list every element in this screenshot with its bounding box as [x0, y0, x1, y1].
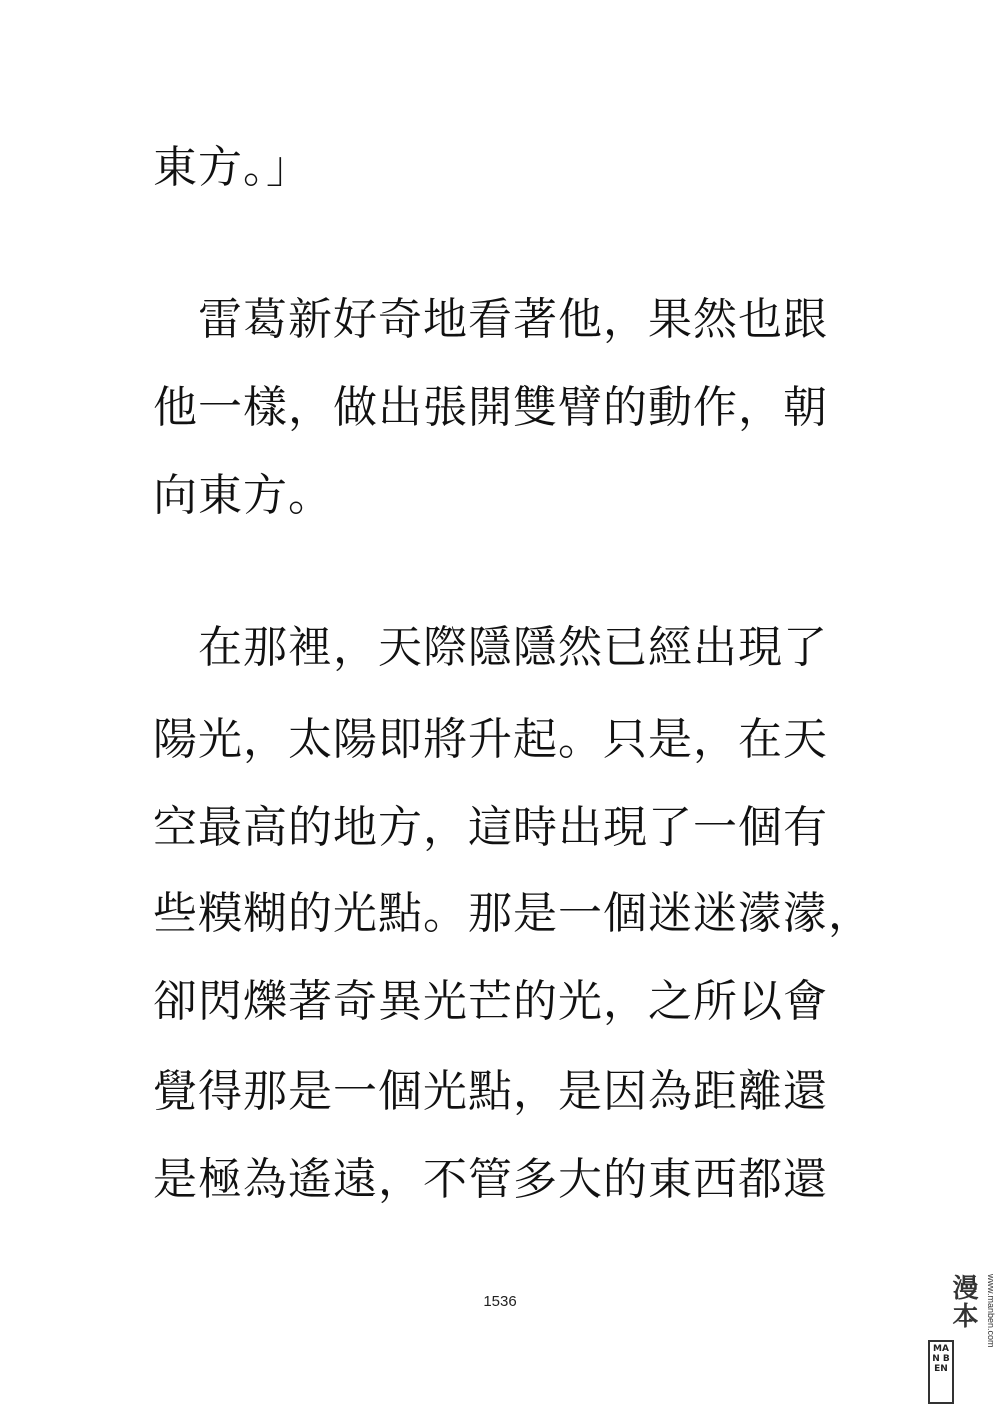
watermark-logo-text: 漫本	[948, 1274, 978, 1330]
text-line: 卻閃爍著奇異光芒的光，之所以會	[153, 976, 828, 1027]
text-line: 些糢糊的光點。那是一個迷迷濛濛，	[153, 888, 873, 939]
watermark-box	[928, 1340, 954, 1404]
text-line: 雷葛新好奇地看著他，果然也跟	[153, 294, 828, 345]
text-line: 覺得那是一個光點，是因為距離還	[153, 1066, 828, 1117]
text-line: 向東方。	[153, 470, 333, 521]
text-line: 東方。」	[153, 142, 311, 193]
page-number: 1536	[483, 1293, 517, 1310]
watermark-logo	[926, 1268, 996, 1410]
text-line: 是極為遙遠，不管多大的東西都還	[153, 1154, 828, 1205]
text-line: 他一樣，做出張開雙臂的動作，朝	[153, 382, 828, 433]
text-line: 空最高的地方，這時出現了一個有	[153, 802, 828, 853]
watermark-url: www.manben.com	[986, 1274, 996, 1348]
watermark-box-text: MAN BEN	[932, 1344, 950, 1374]
text-line: 在那裡，天際隱隱然已經出現了	[153, 622, 828, 673]
text-line: 陽光，太陽即將升起。只是，在天	[153, 714, 828, 765]
